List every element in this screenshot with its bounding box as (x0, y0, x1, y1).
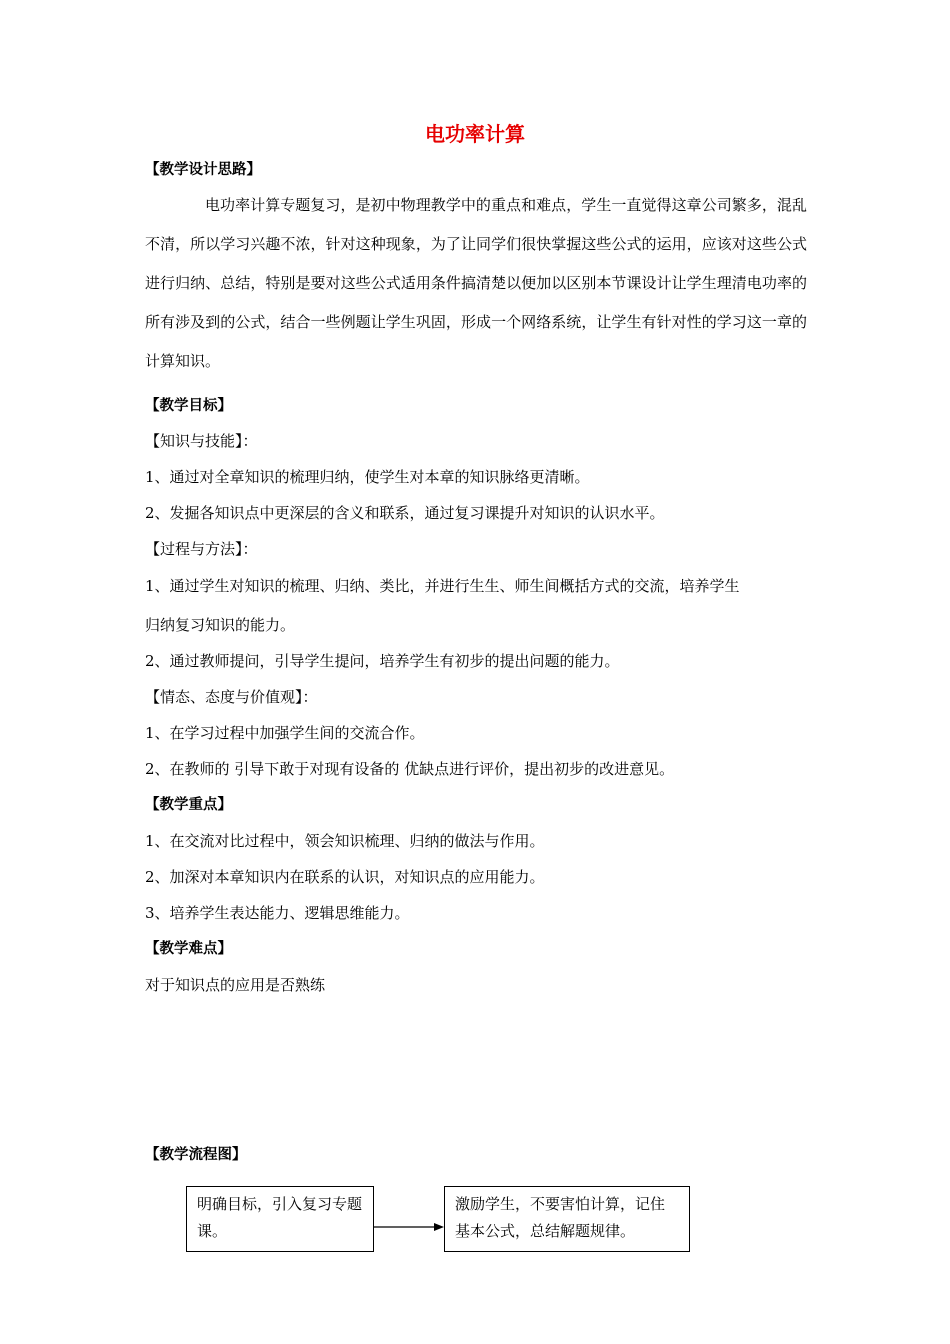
knowledge-heading: 【知识与技能】： (145, 432, 258, 450)
process-item-2: 2、通过教师提问，引导学生提问，培养学生有初步的提出问题的能力。 (145, 652, 620, 670)
key-item-1: 1、在交流对比过程中，领会知识梳理、归纳的做法与作用。 (145, 832, 545, 850)
flow-arrow-icon (374, 1222, 444, 1232)
key-item-3: 3、培养学生表达能力、逻辑思维能力。 (145, 904, 410, 922)
document-title: 电功率计算 (425, 122, 525, 146)
knowledge-item-1: 1、通过对全章知识的梳理归纳，使学生对本章的知识脉络更清晰。 (145, 468, 590, 486)
process-item-1a: 1、通过学生对知识的梳理、归纳、类比，并进行生生、师生间概括方式的交流，培养学生 (145, 577, 740, 595)
design-paragraph: 电功率计算专题复习，是初中物理教学中的重点和难点，学生一直觉得这章公司繁多，混乱不清，所以学习兴趣不浓，针对这种现象，为了让同学们很快掌握这些公式的运用，应该对这些公式进行归纳、总结，特别是要对这些公式适用条件搞清楚以便加以区别本节课设计让学生理清电功率的所有涉及到的公式，结合一些例题让学生巩固，形成一个网络系统，让学生有针对性的学习这一章的计算知识。 (145, 196, 807, 370)
difficult-item-1: 对于知识点的应用是否熟练 (145, 976, 326, 994)
flow-heading: 【教学流程图】 (145, 1147, 247, 1163)
flow-box-2: 激励学生，不要害怕计算，记住基本公式，总结解题规律。 (444, 1186, 690, 1252)
flow-box-1: 明确目标，引入复习专题课。 (186, 1186, 374, 1252)
process-item-1b: 归纳复习知识的能力。 (145, 616, 296, 634)
goals-heading: 【教学目标】 (145, 398, 232, 414)
key-item-2: 2、加深对本章知识内在联系的认识，对知识点的应用能力。 (145, 868, 545, 886)
difficult-heading: 【教学难点】 (145, 941, 232, 957)
key-heading: 【教学重点】 (145, 797, 232, 813)
emotion-heading: 【情态、态度与价值观】： (145, 688, 318, 706)
emotion-item-2: 2、在教师的 引导下敢于对现有设备的 优缺点进行评价，提出初步的改进意见。 (145, 760, 675, 778)
design-heading: 【教学设计思路】 (145, 162, 261, 178)
emotion-item-1: 1、在学习过程中加强学生间的交流合作。 (145, 724, 425, 742)
knowledge-item-2: 2、发掘各知识点中更深层的含义和联系，通过复习课提升对知识的认识水平。 (145, 504, 665, 522)
process-heading: 【过程与方法】： (145, 540, 258, 558)
